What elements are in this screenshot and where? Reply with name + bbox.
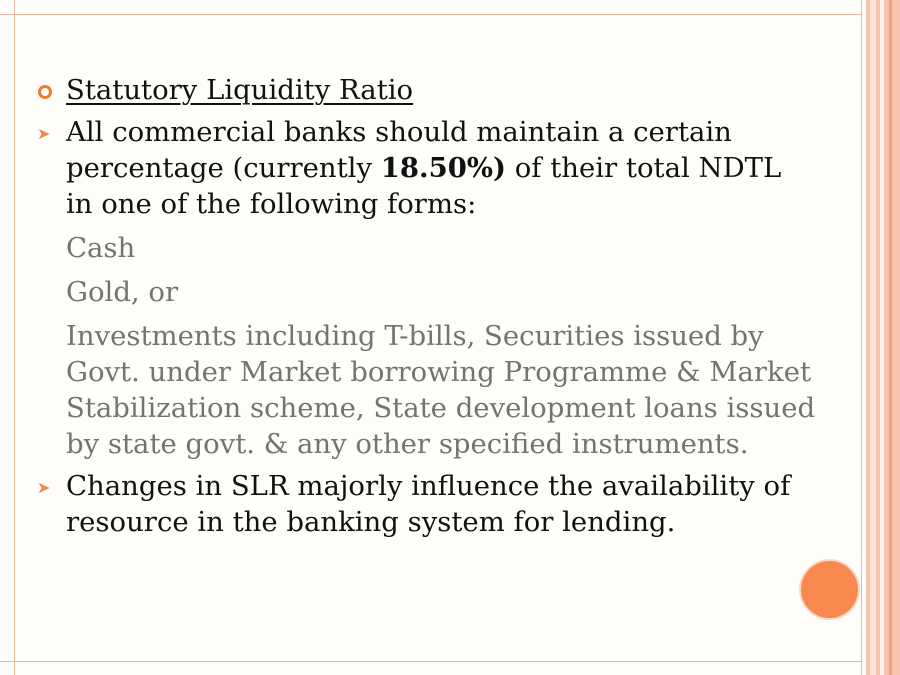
arrow-bullet-icon: ➤: [37, 478, 51, 497]
right-stripe-dark: [889, 0, 892, 675]
point-2: [36, 468, 816, 540]
frame-left-line: [14, 0, 15, 675]
form-item-gold: Gold, or: [66, 276, 179, 308]
right-stripe-pale: [880, 0, 884, 675]
point-2-line-1: Changes in SLR majorly influence the availability of: [66, 470, 791, 502]
frame-top-line: [0, 14, 862, 15]
slr-rate: 18.50%): [380, 152, 506, 184]
decorative-circle: [801, 561, 858, 618]
frame-bottom-line: [0, 661, 862, 662]
point-2-line-2: resource in the banking system for lending.: [66, 506, 676, 538]
heading-row: [36, 72, 816, 108]
circle-bullet-icon: [38, 85, 52, 99]
point-1: [36, 114, 816, 222]
slide-heading: Statutory Liquidity Ratio: [66, 74, 414, 106]
frame-right-line: [861, 0, 862, 675]
point-1-line-3: in one of the following forms:: [66, 188, 477, 220]
point-1-line-2-post: of their total NDTL: [506, 152, 782, 184]
arrow-bullet-icon: ➤: [37, 124, 51, 143]
right-stripe-light: [870, 0, 876, 675]
form-item-cash: Cash: [66, 232, 136, 264]
point-1-line-2-pre: percentage (currently: [66, 152, 381, 184]
point-1-line-2: [66, 150, 816, 186]
point-1-line-1: All commercial banks should maintain a certain: [66, 116, 732, 148]
slide-content: [36, 72, 816, 540]
form-item-investments: Investments including T-bills, Securities issued by Govt. under Market borrowing Programme & Market Stabilization scheme, State development loans issued by state govt. & any other specified instruments.: [66, 320, 816, 460]
